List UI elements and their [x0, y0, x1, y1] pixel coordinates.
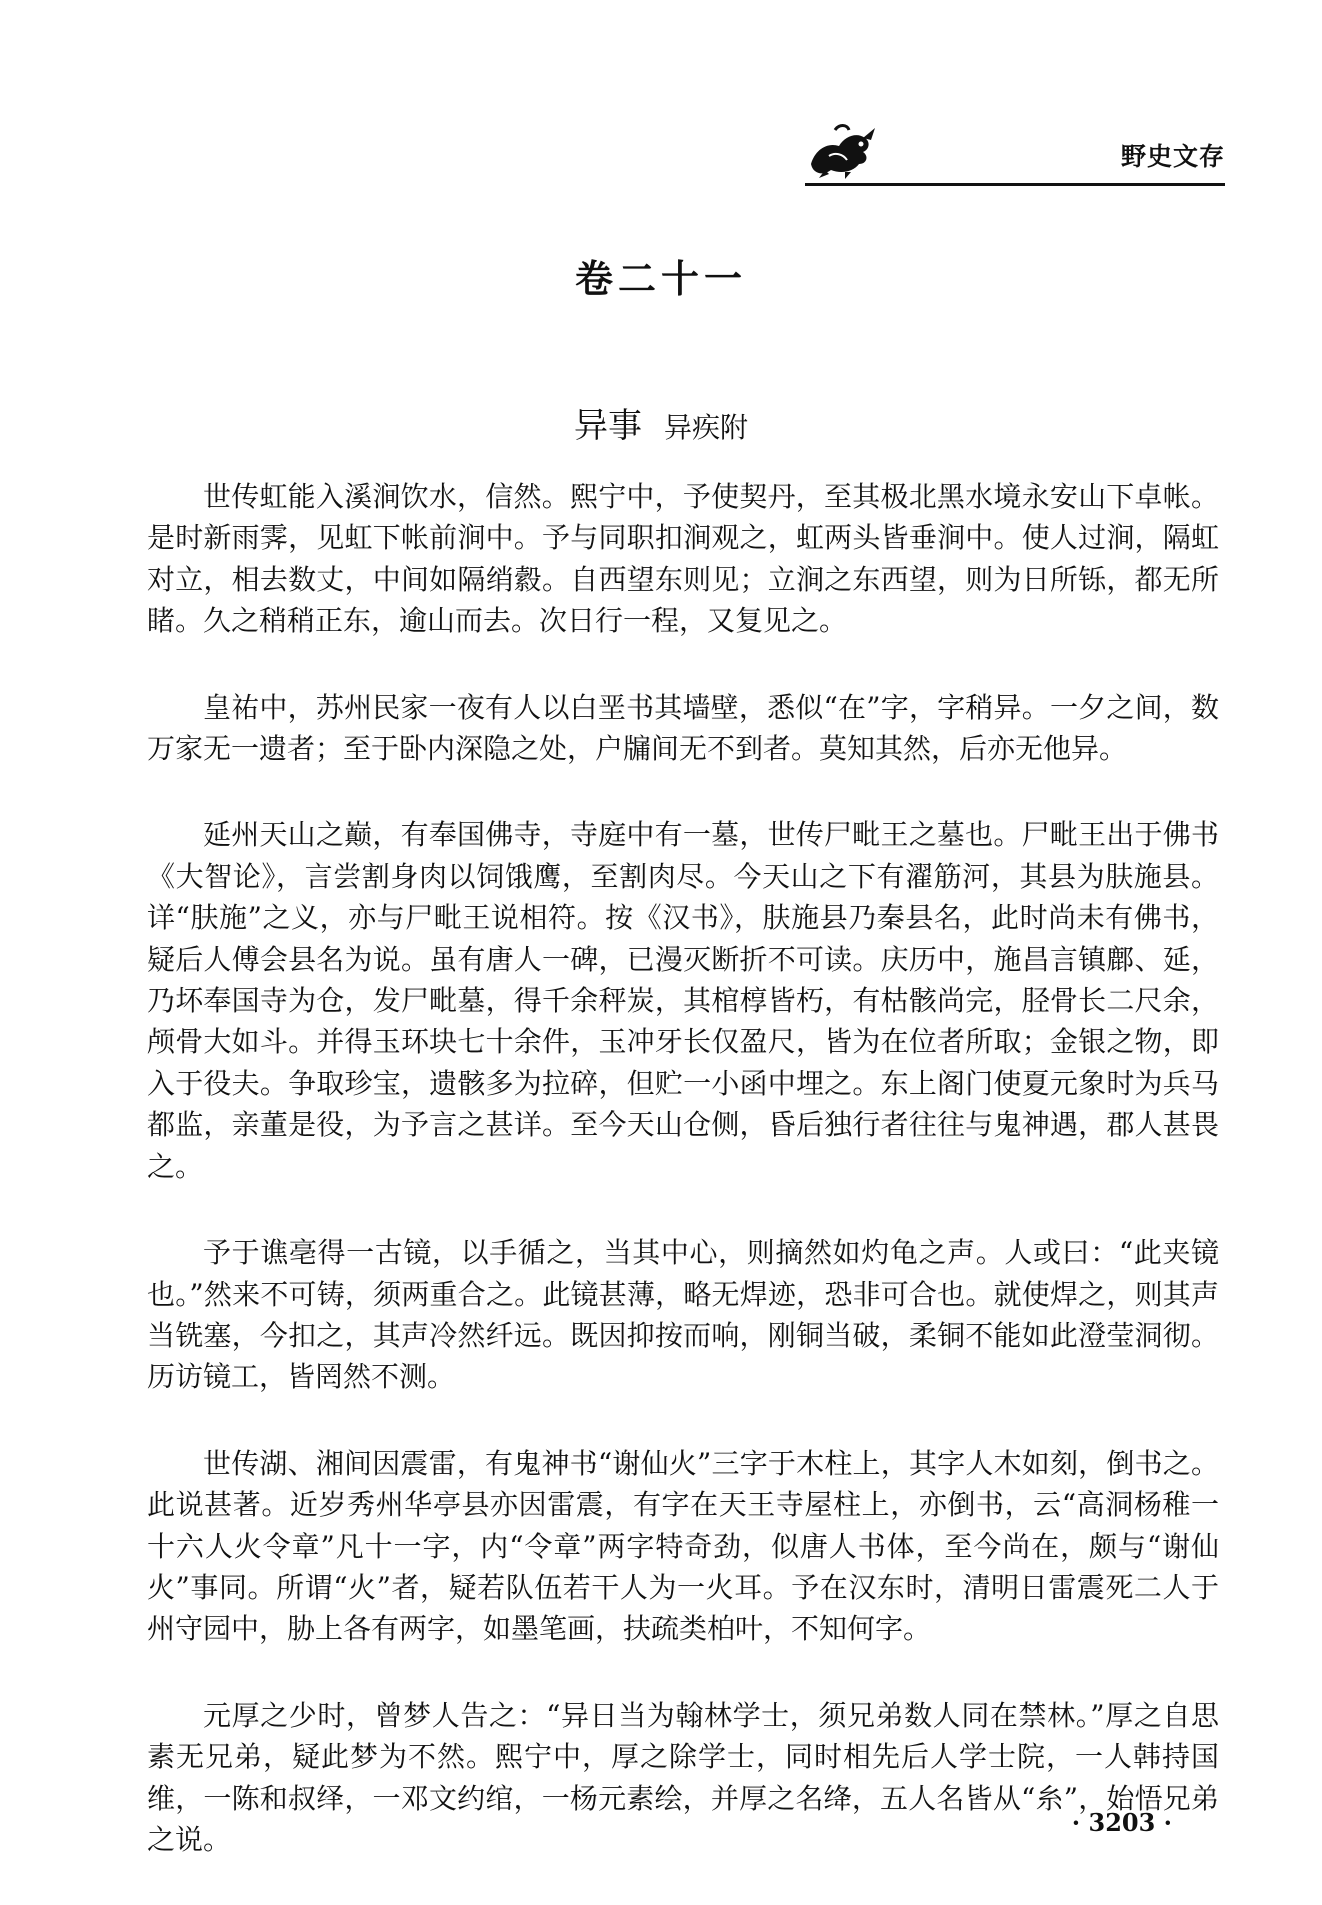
section-subtitle: 异疾附 — [663, 411, 748, 444]
dragon-emblem-icon — [805, 120, 880, 180]
paragraph-shibi-tomb: 延州天山之巅，有奉国佛寺，寺庭中有一墓，世传尸毗王之墓也。尸毗王出于佛书《大智论》，言尝割身肉以饲饿鹰，至割肉尽。今天山之下有濯筋河，其县为肤施县。详“肤施”之义，亦与尸毗王说相符。按《汉书》，肤施县乃秦县名，此时尚未有佛书，疑后人傅会县名为说。虽有唐人一碑，已漫灭断折不可读。庆历中，施昌言镇鄜、延，乃坏奉国寺为仓，发尸毗墓，得千余秤炭，其棺椁皆朽，有枯骸尚完，胫骨长二尺余，颅骨大如斗。并得玉环块七十余件，玉冲牙长仅盈尺，皆为在位者所取；金银之物，即入于役夫。争取珍宝，遗骸多为拉碎，但贮一小函中埋之。东上阁门使夏元象时为兵马都监，亲董是役，为予言之甚详。至今天山仓侧，昏后独行者往往与鬼神遇，郡人甚畏之。 — [147, 818, 1219, 1183]
volume-title: 卷二十一 — [574, 257, 747, 301]
series-title: 野史文存 — [1120, 142, 1225, 171]
paragraph-thunder-writing: 世传湖、湘间因震雷，有鬼神书“谢仙火”三字于木柱上，其字人木如刻，倒书之。此说甚著。近岁秀州华亭县亦因雷震，有字在天王寺屋柱上，亦倒书，云“高洞杨稚一十六人火令章”凡十一字，内“令章”两字特奇劲，似唐人书体，至今尚在，颇与“谢仙火”事同。所谓“火”者，疑若队伍若干人为一火耳。予在汉东时，清明日雷震死二人于州守园中，胁上各有两字，如墨笔画，扶疏类柏叶，不知何字。 — [147, 1446, 1219, 1646]
paragraph-rainbow: 世传虹能入溪涧饮水，信然。熙宁中，予使契丹，至其极北黑水境永安山下卓帐。是时新雨霁，见虹下帐前涧中。予与同职扣涧观之，虹两头皆垂涧中。使人过涧，隔虹对立，相去数丈，中间如隔绡縠。自西望东则见；立涧之东西望，则为日所铄，都无所睹。久之稍稍正东，逾山而去。次日行一程，又复见之。 — [147, 480, 1219, 638]
paragraph-chalk-writing: 皇祐中，苏州民家一夜有人以白垩书其墙壁，悉似“在”字，字稍异。一夕之间，数万家无一遗者；至于卧内深隐之处，户牖间无不到者。莫知其然，后亦无他异。 — [147, 690, 1219, 766]
page-number: · 3203 · — [1071, 1808, 1172, 1837]
running-header — [805, 95, 1225, 190]
section-heading — [0, 398, 1322, 447]
paragraph-ancient-mirror: 予于谯亳得一古镜，以手循之，当其中心，则摘然如灼龟之声。人或曰：“此夹镜也。”然来不可铸，须两重合之。此镜甚薄，略无焊迹，恐非可合也。就使焊之，则其声当铣塞，今扣之，其声冷然纤远。既因抑按而响，刚铜当破，柔铜不能如此澄莹洞彻。历访镜工，皆罔然不测。 — [147, 1236, 1219, 1394]
section-title: 异事 — [573, 406, 642, 446]
body-text — [147, 476, 1219, 1905]
header-rule — [805, 183, 1225, 186]
paragraph-dream-brothers: 元厚之少时，曾梦人告之：“异日当为翰林学士，须兄弟数人同在禁林。”厚之自思素无兄弟，疑此梦为不然。熙宁中，厚之除学士，同时相先后人学士院，一人韩持国维，一陈和叔绎，一邓文约绾，一杨元素绘，并厚之名绛，五人名皆从“糸”，始悟兄弟之说。 — [147, 1698, 1219, 1856]
